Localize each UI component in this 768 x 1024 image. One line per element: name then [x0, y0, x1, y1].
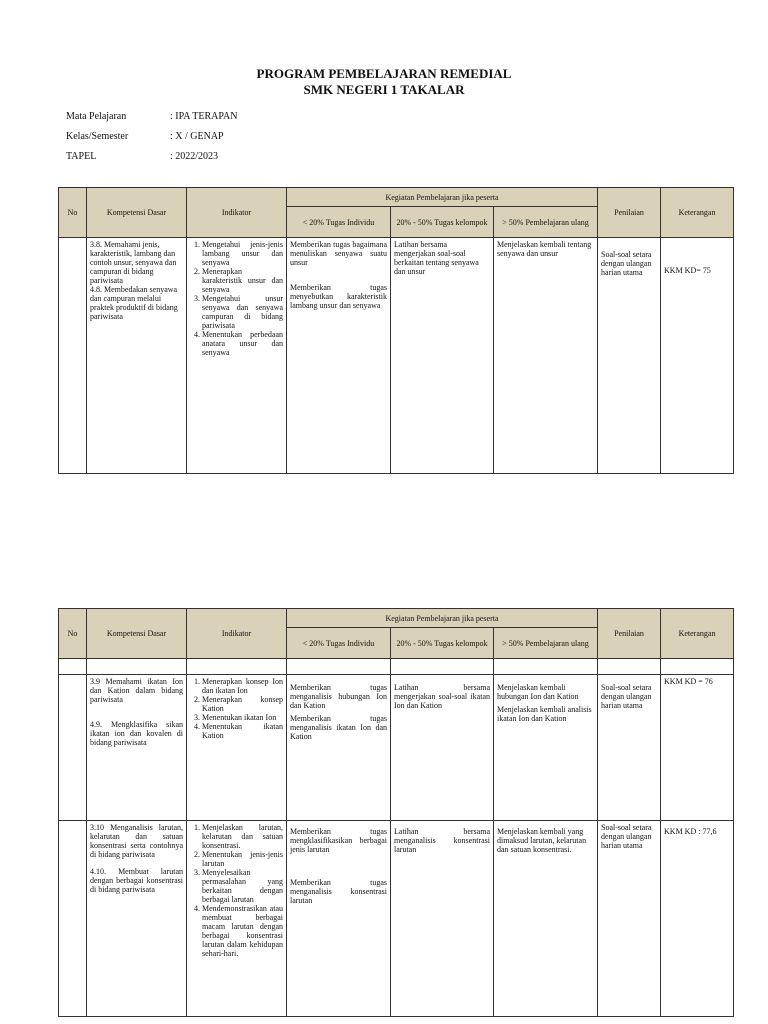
indikator-item: 1. Menerapkan konsep Ion dan ikatan Ion: [202, 677, 283, 695]
meta-value: : 2022/2023: [170, 151, 219, 162]
cell-keterangan: [661, 821, 734, 1017]
indikator-item: 4. Mendemonstrasikan atau membuat berbagai macam larutan dengan berbagai konsentrasi larutan dalam kehidupan sehari-hari.: [202, 904, 283, 958]
indikator-item: 3. Mengetahui unsur senyawa dan senyawa campuran di bidang pariwisata: [202, 294, 283, 330]
header-penilaian: Penilaian: [598, 609, 661, 659]
cell-indikator: [187, 821, 287, 1017]
meta-key: TAPEL: [66, 151, 97, 162]
keterangan-text: KKM KD : 77,6: [664, 827, 717, 836]
task-text: Memberikan tugas bagaimana menuliskan senyawa suatu unsur: [290, 240, 387, 267]
task-text: Menjelaskan kembali hubungan Ion dan Kation: [497, 683, 579, 701]
cell-penilaian: [598, 675, 661, 821]
task-text: Memberikan tugas menganalisis ikatan Ion dan Kation: [290, 714, 387, 741]
meta-value: : IPA TERAPAN: [170, 111, 238, 122]
meta-key: Kelas/Semester: [66, 131, 129, 142]
indikator-item: 1. Menjelaskan larutan, kelarutan dan satuan konsentrasi.: [202, 823, 283, 850]
remedial-table-2: [58, 608, 734, 1017]
header-no: No: [59, 609, 87, 659]
task-text: Memberikan tugas menyebutkan karakteristik lambang unsur dan senyawa: [290, 283, 387, 310]
kd-item: 4.8. Membedakan senyawa dan campuran melalui praktek produktif di bidang pariwisata: [90, 285, 178, 321]
document-title-line2: SMK NEGERI 1 TAKALAR: [303, 82, 465, 97]
cell-keterangan: [661, 238, 734, 474]
header-tugas-kelompok: 20% - 50% Tugas kelompok: [391, 628, 494, 659]
cell-kompetensi-dasar: [87, 675, 187, 821]
header-tugas-individu: < 20% Tugas Individu: [287, 628, 391, 659]
header-tugas-individu: < 20% Tugas Individu: [287, 207, 391, 238]
cell-pembelajaran-ulang: [494, 821, 598, 1017]
penilaian-text: Soal-soal setara dengan ulangan harian utama: [601, 250, 652, 277]
keterangan-text: KKM KD = 76: [664, 677, 713, 686]
header-kegiatan: Kegiatan Pembelajaran jika peserta: [287, 609, 598, 628]
kd-item: 3.9 Memahami ikatan Ion dan Kation dalam bidang pariwisata: [90, 677, 183, 704]
header-penilaian: Penilaian: [598, 188, 661, 238]
header-kegiatan: Kegiatan Pembelajaran jika peserta: [287, 188, 598, 207]
meta-key: Mata Pelajaran: [66, 111, 127, 122]
table-row: [59, 675, 734, 821]
indikator-item: 4. Menentukan ikatan Kation: [202, 722, 283, 740]
kd-item: 3.8. Memahami jenis, karakteristik, lambang dan contoh unsur, senyawa dan campuran di bidang pariwisata: [90, 240, 177, 285]
header-indikator: Indikator: [187, 609, 287, 659]
task-text: Memberikan tugas mengklasifikasikan berbagai jenis larutan: [290, 827, 387, 854]
table-row: [59, 821, 734, 1017]
cell-keterangan: [661, 675, 734, 821]
cell-no: [59, 821, 87, 1017]
indikator-item: 2. Menentukan jenis-jenis larutan: [202, 850, 283, 868]
cell-tugas-individu: [287, 821, 391, 1017]
indikator-item: 3. Menyelesaikan permasalahan yang berkaitan dengan berbagai larutan: [202, 868, 283, 904]
meta-value: : X / GENAP: [170, 131, 224, 142]
header-pembelajaran-ulang: > 50% Pembelajaran ulang: [494, 628, 598, 659]
header-tugas-kelompok: 20% - 50% Tugas kelompok: [391, 207, 494, 238]
header-pembelajaran-ulang: > 50% Pembelajaran ulang: [494, 207, 598, 238]
kd-item: 3.10 Menganalisis larutan, kelarutan dan satuan konsentrasi serta contohnya di bidang pariwisata: [90, 823, 183, 859]
kd-item: 4.9. Mengklasifika sikan ikatan ion dan kovalen di bidang pariwisata: [90, 720, 183, 747]
cell-tugas-individu: [287, 238, 391, 474]
header-keterangan: Keterangan: [661, 188, 734, 238]
remedial-table-1: [58, 187, 734, 474]
header-no: No: [59, 188, 87, 238]
header-kompetensi-dasar: Kompetensi Dasar: [87, 188, 187, 238]
cell-kompetensi-dasar: [87, 238, 187, 474]
task-text: Latihan bersama menganalisis konsentrasi larutan: [394, 827, 490, 854]
cell-tugas-kelompok: [391, 675, 494, 821]
header-indikator: Indikator: [187, 188, 287, 238]
cell-tugas-kelompok: [391, 821, 494, 1017]
penilaian-text: Soal-soal setara dengan ulangan harian utama: [601, 823, 652, 850]
header-keterangan: Keterangan: [661, 609, 734, 659]
penilaian-text: Soal-soal setara dengan ulangan harian utama: [601, 683, 652, 710]
kd-item: 4.10. Membuat larutan dengan berbagai konsentrasi di bidang pariwisata: [90, 867, 183, 894]
cell-tugas-individu: [287, 675, 391, 821]
table-row-spacer: [59, 659, 734, 675]
document-title-line1: PROGRAM PEMBELAJARAN REMEDIAL: [256, 66, 512, 81]
cell-kompetensi-dasar: [87, 821, 187, 1017]
task-text: Latihan bersama mengerjakan soal-soal ikatan Ion dan Kation: [394, 683, 490, 710]
cell-pembelajaran-ulang: Menjelaskan kembali tentang senyawa dan unsur: [494, 238, 598, 474]
task-text: Memberikan tugas menganalisis hubungan Ion dan Kation: [290, 683, 387, 710]
cell-no: [59, 238, 87, 474]
cell-tugas-kelompok: Latihan bersama mengerjakan soal-soal berkaitan tentang senyawa dan unsur: [391, 238, 494, 474]
task-text: Menjelaskan kembali yang dimaksud larutan, kelarutan dan satuan konsentrasi.: [497, 827, 587, 854]
task-text: Menjelaskan kembali analisis ikatan Ion dan Kation: [497, 705, 592, 723]
cell-no: [59, 675, 87, 821]
task-text: Memberikan tugas menganalisis konsentrasi larutan: [290, 878, 387, 905]
cell-penilaian: [598, 821, 661, 1017]
table-row: [59, 238, 734, 474]
indikator-item: 2. Menerapkan konsep Kation: [202, 695, 283, 713]
keterangan-text: KKM KD= 75: [664, 266, 711, 275]
indikator-item: 4. Menentukan perbedaan anatara unsur dan senyawa: [202, 330, 283, 357]
header-kompetensi-dasar: Kompetensi Dasar: [87, 609, 187, 659]
cell-indikator: [187, 238, 287, 474]
cell-indikator: [187, 675, 287, 821]
cell-pembelajaran-ulang: [494, 675, 598, 821]
indikator-item: 3. Menentukan ikatan Ion: [202, 713, 283, 722]
indikator-item: 1. Mengetahui jenis-jenis lambang unsur dan senyawa: [202, 240, 283, 267]
indikator-item: 2. Menerapkan karakteristik unsur dan senyawa: [202, 267, 283, 294]
cell-penilaian: [598, 238, 661, 474]
